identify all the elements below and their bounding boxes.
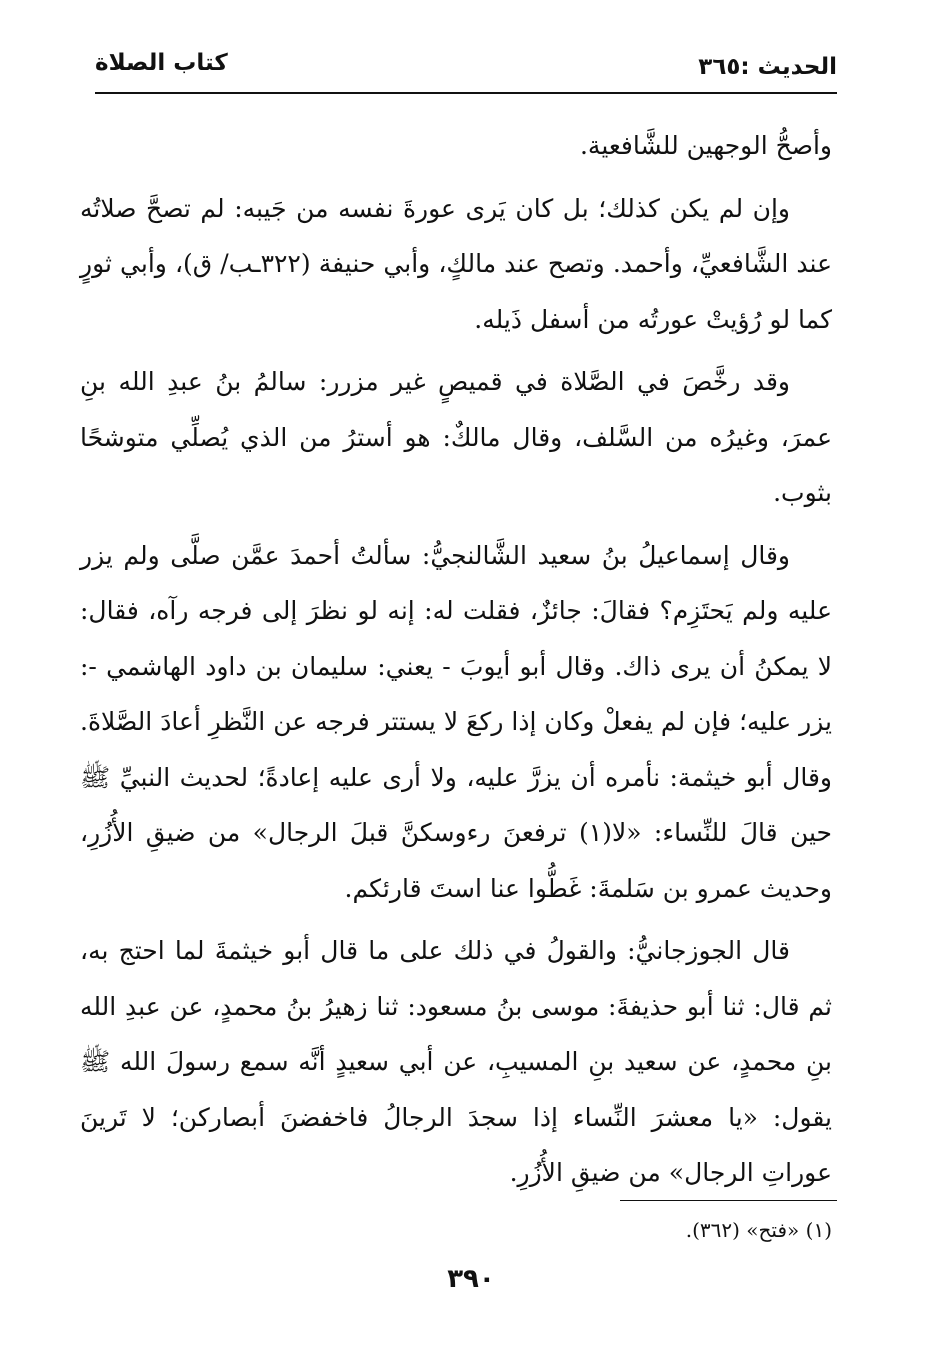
footnote: (١) «فتح» (٣٦٢). [685,1218,832,1242]
page-number: ٣٩٠ [447,1264,495,1294]
hadith-number-label: الحديث :٣٦٥ [698,54,837,80]
book-title: كتاب الصلاة [95,50,228,76]
paragraph-4: وقال إسماعيلُ بنُ سعيد الشَّالنجيُّ: سألتُ أحمدَ عمَّن صلَّى ولم يزر عليه ولم يَحتَزِم؟ فقالَ: جائزٌ، فقلت له: إنه لو نظرَ إلى فرجه رآه، فقال: لا يمكنُ أن يرى ذاك. وقال أبو أيوبَ - يعني: سليمان بن داود الهاشمي -: يزر عليه؛ فإن لم يفعلْ وكان إذا ركعَ لا يستتر فرجه عن النَّظرِ أعادَ الصَّلاةَ. وقال أبو خيثمة: نأمره أن يزرَّ عليه، ولا أرى عليه إعادةً؛ لحديث النبيِّ ﷺ حين قالَ للنِّساء: «لا(١) ترفعنَ رءوسكنَّ قبلَ الرجال» من ضيقِ الأُزُرِ، وحديث عمرو بن سَلمةَ: غَطُّوا عنا استَ قارئكم. [80,540,832,903]
paragraph-5: قال الجوزجانيُّ: والقولُ في ذلك على ما قال أبو خيثمةَ لما احتج به، ثم قال: ثنا أبو حذيفةَ: موسى بنُ مسعود: ثنا زهيرُ بنُ محمدٍ، عن عبدِ الله بنِ محمدٍ، عن سعيد بنِ المسيبِ، عن أبي سعيدٍ أنَّه سمع رسولَ الله ﷺ يقول: «يا معشرَ النِّساء إذا سجدَ الرجالُ فاخفضنَ أبصاركن؛ لا تَرينَ عوراتِ الرجال» من ضيقِ الأُزُرِ. [80,936,832,1187]
header-divider [95,92,837,94]
running-header [95,44,837,90]
body-text [80,118,832,1208]
paragraph-3: وقد رخَّصَ في الصَّلاة في قميصٍ غير مزرر: سالمُ بنُ عبدِ الله بنِ عمرَ، وغيرُه من السَّلف، وقال مالكٌ: هو أسترُ من الذي يُصلِّي متوشحًا بثوب. [80,367,832,507]
footnote-divider [620,1200,837,1201]
paragraph-2: وإن لم يكن كذلك؛ بل كان يَرى عورةَ نفسه من جَيبه: لم تصحَّ صلاتُه عند الشَّافعيِّ، وأحمد. وتصح عند مالكٍ، وأبي حنيفة (٣٢٢ـب/ ق)، وأبي ثورٍ كما لو رُؤيتْ عورتُه من أسفل ذَيله. [80,193,832,334]
paragraph-1: وأصحُّ الوجهين للشَّافعية. [579,131,832,160]
